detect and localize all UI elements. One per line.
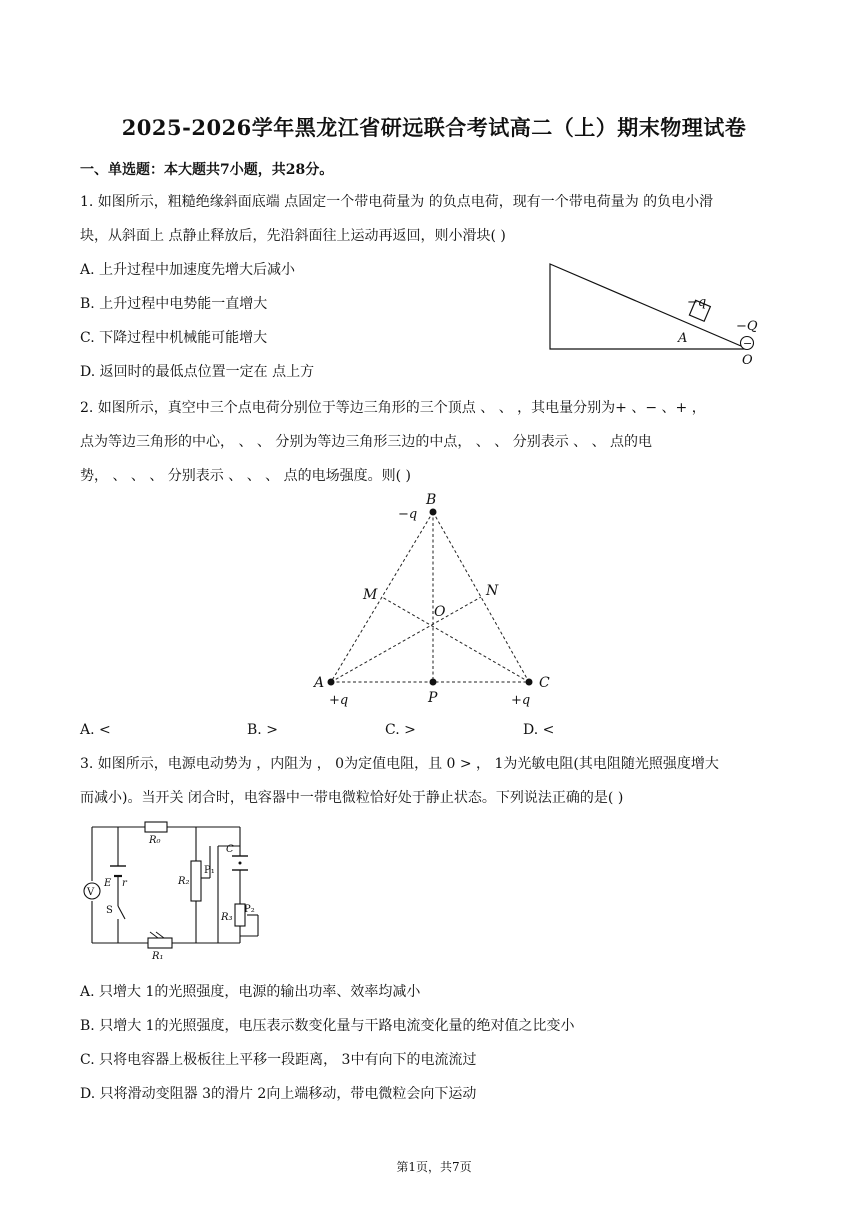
q2-label-o: O (434, 604, 446, 620)
q1-option-b: B. 上升过程中电势能一直增大 (80, 296, 268, 312)
q2-stem-line-1: 2. 如图所示，真空中三个点电荷分别位于等边三角形的三个顶点 、 、 ，其电量分别为+ 、− 、+ ， (80, 400, 706, 416)
q1-option-a: A. 上升过程中加速度先增大后减小 (80, 262, 296, 278)
q2-option-d: D. < (523, 722, 555, 738)
q2-label-b-charge: −q (398, 507, 418, 522)
vertex-c-dot (526, 679, 533, 686)
rheostat-r2 (191, 861, 201, 901)
q1-option-d: D. 返回时的最低点位置一定在 点上方 (80, 364, 315, 380)
q3-label-p1: P₁ (204, 865, 215, 876)
q3-label-r1: R₁ (152, 951, 164, 962)
q2-option-a: A. < (80, 722, 111, 738)
q3-label-s: S (106, 905, 113, 916)
q3-stem-line-2: 而减小)。当开关 闭合时，电容器中一带电微粒恰好处于静止状态。下列说法正确的是( ) (80, 790, 624, 806)
q2-label-b: B (426, 492, 437, 508)
vertex-a-dot (328, 679, 335, 686)
incline-triangle (550, 264, 748, 349)
q2-stem-line-3: 势， 、 、 、 分别表示 、 、 、 点的电场强度。则( ) (80, 468, 411, 484)
q3-label-v: V (87, 887, 95, 898)
q2-label-c: C (539, 675, 550, 691)
switch-s (118, 906, 125, 919)
q1-label-minus-q: −q (687, 295, 707, 310)
q1-label-a: A (678, 331, 688, 346)
q3-label-p2: P₂ (244, 904, 255, 915)
photoresistor-r1 (148, 938, 172, 948)
q3-option-c: C. 只将电容器上极板往上平移一段距离， 3中有向下的电流流过 (80, 1052, 477, 1068)
q3-label-e: E (104, 878, 112, 889)
q3-label-r2: R₂ (178, 876, 190, 887)
q2-label-n: N (486, 583, 499, 599)
vertex-b-dot (430, 509, 437, 516)
q1-incline-figure (540, 258, 770, 370)
q1-stem-line-2: 块，从斜面上 点静止释放后，先沿斜面往上运动再返回，则小滑块( ) (80, 228, 506, 244)
q2-option-c: C. > (385, 722, 416, 738)
q2-label-c-charge: +q (511, 693, 531, 708)
q2-stem-line-2: 点为等边三角形的中心， 、 、 分别为等边三角形三边的中点， 、 、 分别表示 、 、 点的电 (80, 434, 653, 450)
q2-label-a: A (314, 675, 325, 691)
q3-option-b: B. 只增大 1的光照强度，电压表示数变化量与干路电流变化量的绝对值之比变小 (80, 1018, 575, 1034)
q3-label-r0: R₀ (149, 835, 161, 846)
page-footer: 第1页，共7页 (396, 1160, 472, 1174)
midpoint-p-dot (430, 679, 437, 686)
q1-stem-line-1: 1. 如图所示，粗糙绝缘斜面底端 点固定一个带电荷量为 的负点电荷，现有一个带电荷量为 的负电小滑 (80, 194, 714, 210)
q2-option-b: B. > (247, 722, 278, 738)
q3-label-r: r (122, 878, 127, 889)
q2-triangle-figure (300, 488, 570, 712)
q2-label-a-charge: +q (329, 693, 349, 708)
page-title: 2025-2026学年黑龙江省研远联合考试高二（上）期末物理试卷 (121, 115, 747, 140)
q3-label-r3: R₃ (221, 912, 233, 923)
q2-label-p: P (428, 690, 438, 706)
q1-label-minus-big-q: −Q (736, 319, 758, 334)
q3-label-c: C (226, 844, 234, 855)
q3-circuit-figure (78, 816, 278, 966)
q3-option-a: A. 只增大 1的光照强度，电源的输出功率、效率均减小 (80, 984, 421, 1000)
resistor-r0 (145, 822, 167, 832)
q1-label-o: O (742, 353, 753, 368)
q3-option-d: D. 只将滑动变阻器 3的滑片 2向上端移动，带电微粒会向下运动 (80, 1086, 477, 1102)
q1-option-c: C. 下降过程中机械能可能增大 (80, 330, 268, 346)
charged-particle (239, 862, 242, 865)
section-heading: 一、单选题：本大题共7小题，共28分。 (80, 162, 334, 178)
q3-stem-line-1: 3. 如图所示，电源电动势为 ，内阻为 ， 0为定值电阻，且 0 > ， 1为光敏电阻(其电阻随光照强度增大 (80, 756, 719, 772)
q1-minus-sign: − (743, 337, 753, 350)
triangle-dashed-lines (331, 512, 529, 682)
q2-label-m: M (363, 587, 378, 603)
